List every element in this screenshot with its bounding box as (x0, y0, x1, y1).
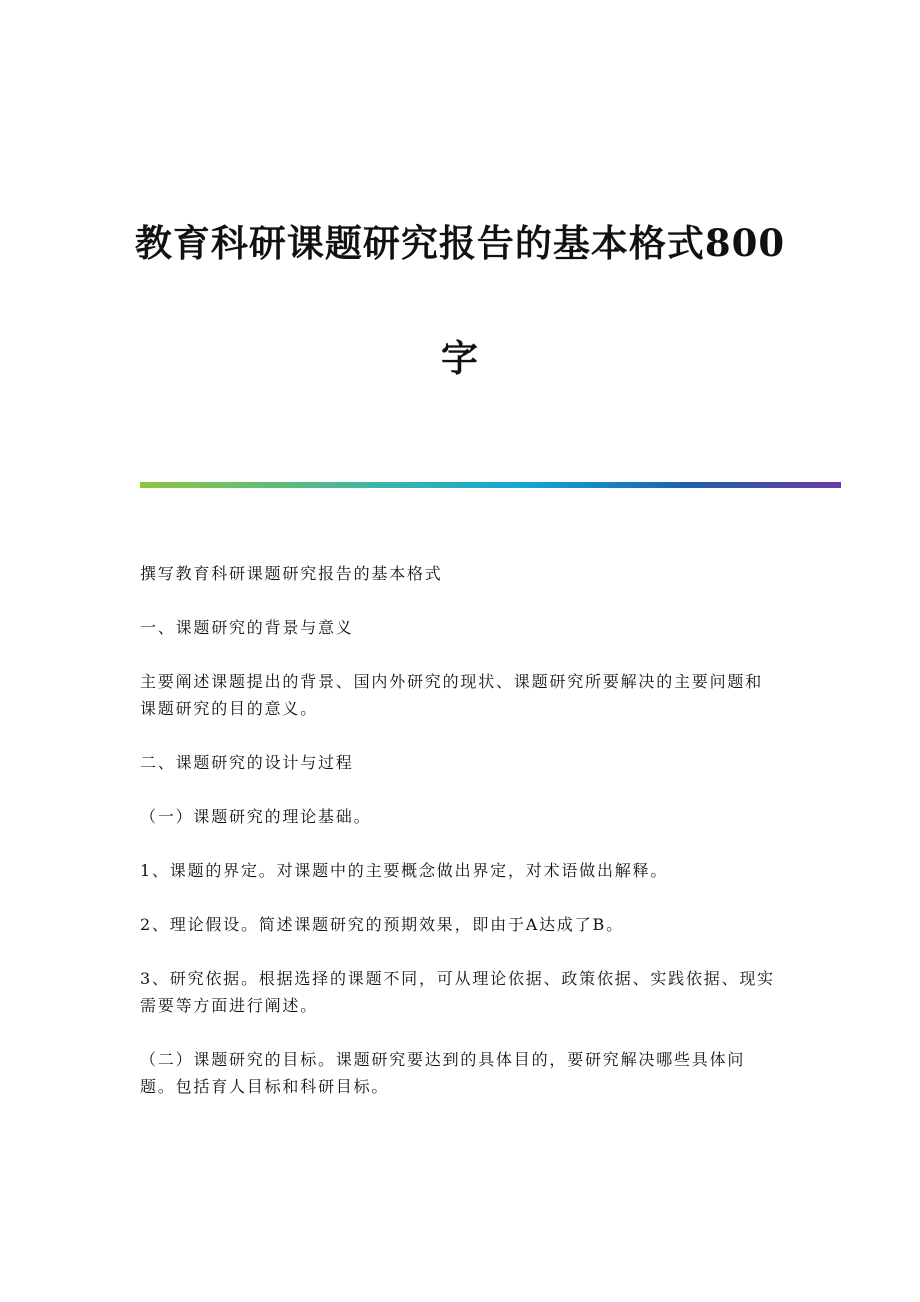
section-heading-background: 一、课题研究的背景与意义 (140, 618, 354, 637)
list-item-hypothesis: 2、理论假设。简述课题研究的预期效果，即由于A达成了B。 (140, 915, 624, 934)
section-heading-design: 二、课题研究的设计与过程 (140, 753, 354, 772)
title-line-1: 教育科研课题研究报告的基本格式800 (134, 221, 786, 265)
subsection-theory: （一）课题研究的理论基础。 (140, 807, 372, 826)
document-body (140, 560, 780, 1127)
gradient-divider (140, 482, 841, 488)
paragraph-background: 主要阐述课题提出的背景、国内外研究的现状、课题研究所要解决的主要问题和课题研究的目的意义。 (140, 672, 764, 718)
document-title (120, 186, 800, 416)
subsection-goals: （二）课题研究的目标。课题研究要达到的具体目的，要研究解决哪些具体问题。包括育人目标和科研目标。 (140, 1050, 746, 1096)
list-item-basis: 3、研究依据。根据选择的课题不同，可从理论依据、政策依据、实践依据、现实需要等方面进行阐述。 (140, 969, 775, 1015)
title-line-2: 字 (441, 336, 479, 380)
paragraph-heading: 撰写教育科研课题研究报告的基本格式 (140, 564, 443, 583)
list-item-definition: 1、课题的界定。对课题中的主要概念做出界定，对术语做出解释。 (140, 861, 669, 880)
